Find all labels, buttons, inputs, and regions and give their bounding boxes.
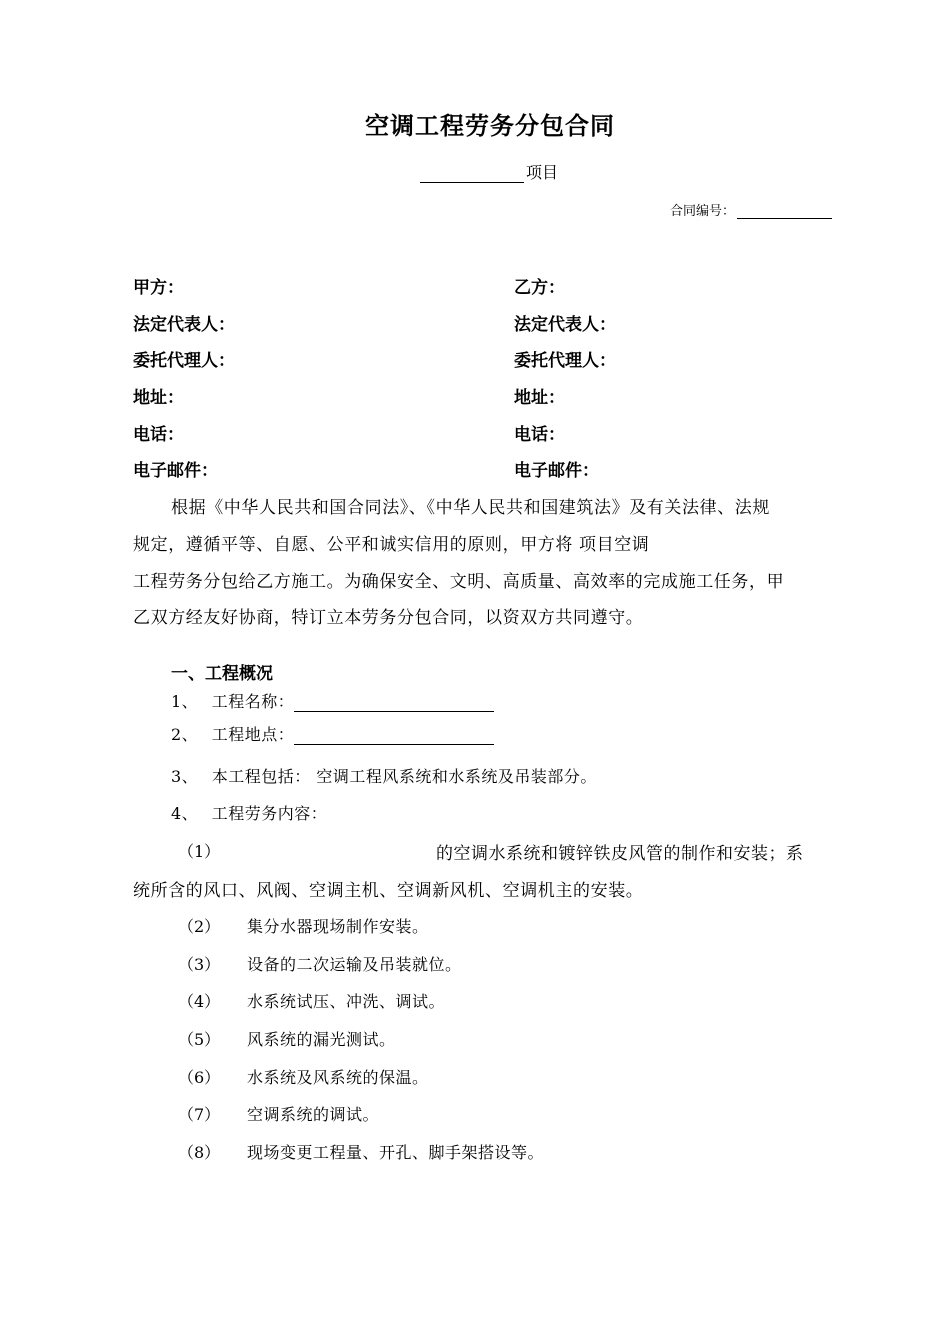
overview-item-1 [171,689,494,712]
labor-item-8-number: （8） [178,1143,221,1162]
party-a-email: 电子邮件： [133,461,218,481]
party-a-label: 甲方： [133,278,184,298]
item-number: 3、 [171,767,199,786]
contract-number-blank [737,205,832,219]
party-b-agent: 委托代理人： [514,351,616,371]
contract-number-label: 合同编号： [670,204,736,219]
intro-line-1: 根据《中华人民共和国合同法》、《中华人民共和国建筑法》及有关法律、法规 [171,498,770,518]
item-text: 工程名称： [211,692,295,711]
item-text: 工程劳务内容： [211,804,328,823]
party-b-rep: 法定代表人： [514,315,616,335]
party-b-label: 乙方： [514,278,565,298]
contract-number [670,200,832,219]
project-name-blank [420,166,524,183]
labor-item-1-text: 的空调水系统和镀锌铁皮风管的制作和安装；系 [436,844,804,864]
labor-item-8-text: 现场变更工程量、开孔、脚手架搭设等。 [247,1143,545,1162]
labor-item-7-text: 空调系统的调试。 [247,1105,380,1124]
labor-item-4-number: （4） [178,992,221,1011]
labor-item-5-text: 风系统的漏光测试。 [247,1030,396,1049]
overview-item-4 [171,801,327,824]
labor-item-7-number: （7） [178,1105,221,1124]
item-number: 2、 [171,725,199,744]
overview-item-3 [171,764,597,787]
labor-item-6-number: （6） [178,1068,221,1087]
labor-item-2-text: 集分水器现场制作安装。 [247,917,429,936]
item-number: 4、 [171,804,199,823]
party-a-rep: 法定代表人： [133,315,235,335]
party-a-address: 地址： [133,388,184,408]
project-location-blank [294,728,494,745]
item-text: 本工程包括： 空调工程风系统和水系统及吊装部分。 [211,767,597,786]
party-b-email: 电子邮件： [514,461,599,481]
labor-item-2-number: （2） [178,917,221,936]
labor-item-4-text: 水系统试压、冲洗、调试。 [247,992,446,1011]
labor-item-5-number: （5） [178,1030,221,1049]
project-suffix: 项目 [526,163,559,182]
intro-line-2: 规定，遵循平等、自愿、公平和诚实信用的原则，甲方将 项目空调 [133,535,650,555]
party-b-address: 地址： [514,388,565,408]
labor-item-1-continued: 统所含的风口、风阀、空调主机、空调新风机、空调机主的安装。 [133,881,644,901]
section-1-heading: 一、工程概况 [171,664,273,684]
labor-item-1-number: （1） [178,842,221,861]
item-text: 工程地点： [211,725,295,744]
project-name-blank [294,695,494,712]
project-line [420,160,558,183]
overview-item-2 [171,722,494,745]
intro-line-3: 工程劳务分包给乙方施工。为确保安全、文明、高质量、高效率的完成施工任务，甲 [133,572,785,592]
labor-item-3-text: 设备的二次运输及吊装就位。 [247,955,462,974]
party-b-phone: 电话： [514,425,565,445]
party-a-phone: 电话： [133,425,184,445]
document-title: 空调工程劳务分包合同 [365,111,615,140]
intro-line-4: 乙双方经友好协商，特订立本劳务分包合同，以资双方共同遵守。 [133,608,644,628]
labor-item-3-number: （3） [178,955,221,974]
party-a-agent: 委托代理人： [133,351,235,371]
labor-item-6-text: 水系统及风系统的保温。 [247,1068,429,1087]
item-number: 1、 [171,692,199,711]
